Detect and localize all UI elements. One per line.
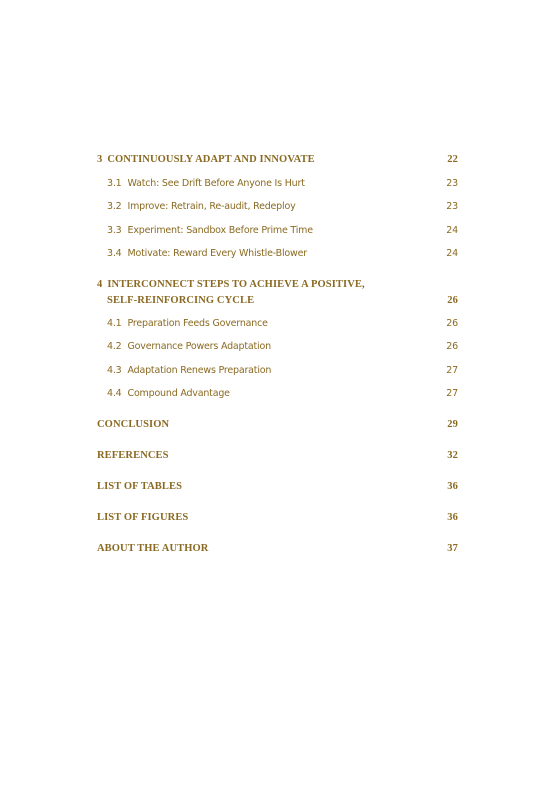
toc-chapter-title-line1: 4 INTERCONNECT STEPS TO ACHIEVE A POSITIVE, (97, 279, 365, 290)
toc-section-title: 3.4 Motivate: Reward Every Whistle-Blower (107, 248, 307, 259)
toc-section-number: 4.1 (107, 318, 122, 329)
toc-section-3-3[interactable] (97, 223, 458, 239)
toc-chapter-3[interactable] (97, 152, 458, 168)
toc-section-number: 3.3 (107, 225, 122, 236)
toc-references[interactable] (97, 448, 458, 464)
toc-chapter-title: ABOUT THE AUTHOR (97, 543, 209, 554)
toc-section-number: 3.1 (107, 178, 122, 189)
toc-section-4-2[interactable] (97, 339, 458, 355)
toc-section-4-1[interactable] (97, 316, 458, 332)
toc-list-of-figures[interactable] (97, 510, 458, 526)
toc-conclusion[interactable] (97, 417, 458, 433)
toc-section-title: 4.1 Preparation Feeds Governance (107, 318, 268, 329)
toc-page-number: 24 (446, 248, 458, 259)
toc-chapter-title-line2-row (97, 293, 458, 309)
toc-page-number: 23 (446, 178, 458, 189)
toc-page-number: 26 (447, 295, 458, 306)
toc-chapter-title: LIST OF TABLES (97, 481, 183, 492)
toc-section-number: 3.4 (107, 248, 122, 259)
toc-page-number: 32 (447, 450, 458, 461)
toc-page-number: 27 (446, 365, 458, 376)
toc-chapter-title: 3 CONTINUOUSLY ADAPT AND INNOVATE (97, 154, 315, 165)
toc-section-title: 3.2 Improve: Retrain, Re-audit, Redeploy (107, 201, 296, 212)
toc-section-title: 4.3 Adaptation Renews Preparation (107, 365, 272, 376)
toc-section-3-4[interactable] (97, 246, 458, 262)
toc-page-number: 23 (446, 201, 458, 212)
toc-section-4-3[interactable] (97, 363, 458, 379)
toc-page-number: 26 (446, 318, 458, 329)
toc-page-number: 26 (446, 341, 458, 352)
toc-section-3-2[interactable] (97, 199, 458, 215)
toc-chapter-title-line2: SELF-REINFORCING CYCLE (107, 295, 255, 306)
toc-chapter-title: REFERENCES (97, 450, 169, 461)
toc-page-number: 22 (447, 154, 458, 165)
toc-chapter-title: LIST OF FIGURES (97, 512, 189, 523)
toc-chapter-4[interactable] (97, 277, 458, 309)
toc-section-4-4[interactable] (97, 386, 458, 402)
toc-section-title: 4.4 Compound Advantage (107, 388, 230, 399)
toc-section-number: 4.3 (107, 365, 122, 376)
toc-section-3-1[interactable] (97, 176, 458, 192)
toc-section-title: 3.3 Experiment: Sandbox Before Prime Time (107, 225, 313, 236)
toc-section-number: 3.2 (107, 201, 122, 212)
toc-section-number: 4.2 (107, 341, 122, 352)
toc-page-number: 37 (447, 543, 458, 554)
toc-chapter-number: 3 (97, 154, 103, 165)
toc-section-title: 3.1 Watch: See Drift Before Anyone Is Hurt (107, 178, 305, 189)
toc-section-number: 4.4 (107, 388, 122, 399)
toc-page-number: 36 (447, 512, 458, 523)
toc-about-the-author[interactable] (97, 541, 458, 557)
toc-section-title: 4.2 Governance Powers Adaptation (107, 341, 271, 352)
toc-list-of-tables[interactable] (97, 479, 458, 495)
toc-page-number: 27 (446, 388, 458, 399)
toc-chapter-number: 4 (97, 279, 103, 290)
toc-page-number: 36 (447, 481, 458, 492)
toc-page-number: 24 (446, 225, 458, 236)
toc-page-number: 29 (447, 419, 458, 430)
toc-chapter-title: CONCLUSION (97, 419, 170, 430)
